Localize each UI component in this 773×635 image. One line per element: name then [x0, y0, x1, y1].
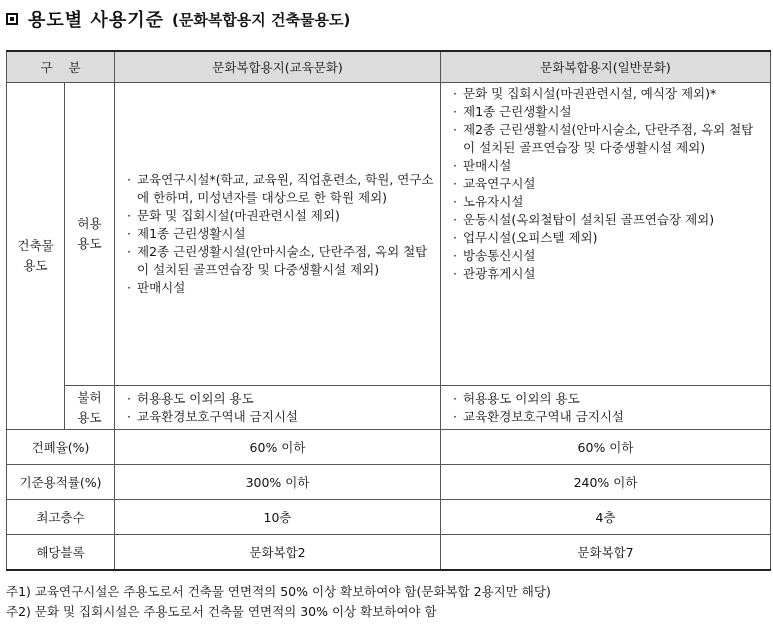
list-item: · 업무시설(오피스텔 제외) — [451, 229, 764, 247]
allowed-col-a — [115, 83, 441, 386]
building-use-label: 건축물 용도 — [7, 83, 65, 430]
table-row — [7, 430, 771, 465]
prohibited-label: 불허 용도 — [65, 386, 115, 430]
list-item: · 교육환경보호구역내 금지시설 — [125, 408, 434, 426]
allowed-list-b — [451, 85, 764, 283]
allowed-list-a — [125, 171, 434, 297]
list-item: · 허용용도 이외의 용도 — [451, 390, 764, 408]
row-label: 해당블록 — [7, 535, 115, 570]
table-row — [7, 500, 771, 535]
list-item: · 교육환경보호구역내 금지시설 — [451, 408, 764, 426]
title-sub: (문화복합용지 건축물용도) — [171, 10, 351, 29]
row-value-a: 60% 이하 — [115, 430, 441, 465]
row-label: 기준용적률(%) — [7, 465, 115, 500]
list-item: · 판매시설 — [125, 279, 434, 297]
allowed-use-row — [7, 83, 771, 386]
list-item: · 관광휴게시설 — [451, 265, 764, 283]
square-bullet-icon — [6, 13, 18, 25]
allowed-col-b — [441, 83, 771, 386]
list-item: · 제2종 근린생활시설(안마시술소, 단란주점, 옥외 철탑이 설치된 골프연습장 및 다중생활시설 제외) — [451, 121, 764, 157]
usage-standard-table — [6, 50, 771, 571]
row-value-a: 문화복합2 — [115, 535, 441, 570]
allowed-label: 허용 용도 — [65, 83, 115, 386]
list-item: · 방송통신시설 — [451, 247, 764, 265]
header-category: 구 분 — [7, 51, 115, 83]
table-header-row — [7, 51, 771, 83]
header-col-a: 문화복합용지(교육문화) — [115, 51, 441, 83]
list-item: · 운동시설(옥외철탑이 설치된 골프연습장 제외) — [451, 211, 764, 229]
row-value-b: 문화복합7 — [441, 535, 771, 570]
prohibited-list-a — [125, 390, 434, 426]
row-value-a: 300% 이하 — [115, 465, 441, 500]
list-item: · 제2종 근린생활시설(안마시술소, 단란주점, 옥외 철탑이 설치된 골프연습장 및 다중생활시설 제외) — [125, 243, 434, 279]
section-title — [6, 4, 350, 34]
list-item: · 판매시설 — [451, 157, 764, 175]
footnote: 주1) 교육연구시설은 주용도로서 건축물 연면적의 50% 이상 확보하여야 함(문화복합 2용지만 해당) — [6, 584, 551, 599]
prohibited-col-a — [115, 386, 441, 430]
table-row — [7, 535, 771, 570]
row-value-b: 4층 — [441, 500, 771, 535]
row-value-a: 10층 — [115, 500, 441, 535]
row-label: 건폐율(%) — [7, 430, 115, 465]
row-value-b: 60% 이하 — [441, 430, 771, 465]
list-item: · 교육연구시설 — [451, 175, 764, 193]
list-item: · 허용용도 이외의 용도 — [125, 390, 434, 408]
header-col-b: 문화복합용지(일반문화) — [441, 51, 771, 83]
list-item: · 문화 및 집회시설(마권관련시설 제외) — [125, 207, 434, 225]
footnote: 주2) 문화 및 집회시설은 주용도로서 건축물 연면적의 30% 이상 확보하여야 함 — [6, 604, 437, 619]
table-row — [7, 465, 771, 500]
footnotes — [6, 582, 551, 622]
prohibited-list-b — [451, 390, 764, 426]
prohibited-col-b — [441, 386, 771, 430]
prohibited-use-row — [7, 386, 771, 430]
list-item: · 노유자시설 — [451, 193, 764, 211]
list-item: · 문화 및 집회시설(마권관련시설, 예식장 제외)* — [451, 85, 764, 103]
row-value-b: 240% 이하 — [441, 465, 771, 500]
row-label: 최고층수 — [7, 500, 115, 535]
list-item: · 교육연구시설*(학교, 교육원, 직업훈련소, 학원, 연구소에 한하며, 미성년자를 대상으로 한 학원 제외) — [125, 171, 434, 207]
list-item: · 제1종 근린생활시설 — [451, 103, 764, 121]
title-main: 용도별 사용기준 — [28, 10, 164, 31]
list-item: · 제1종 근린생활시설 — [125, 225, 434, 243]
